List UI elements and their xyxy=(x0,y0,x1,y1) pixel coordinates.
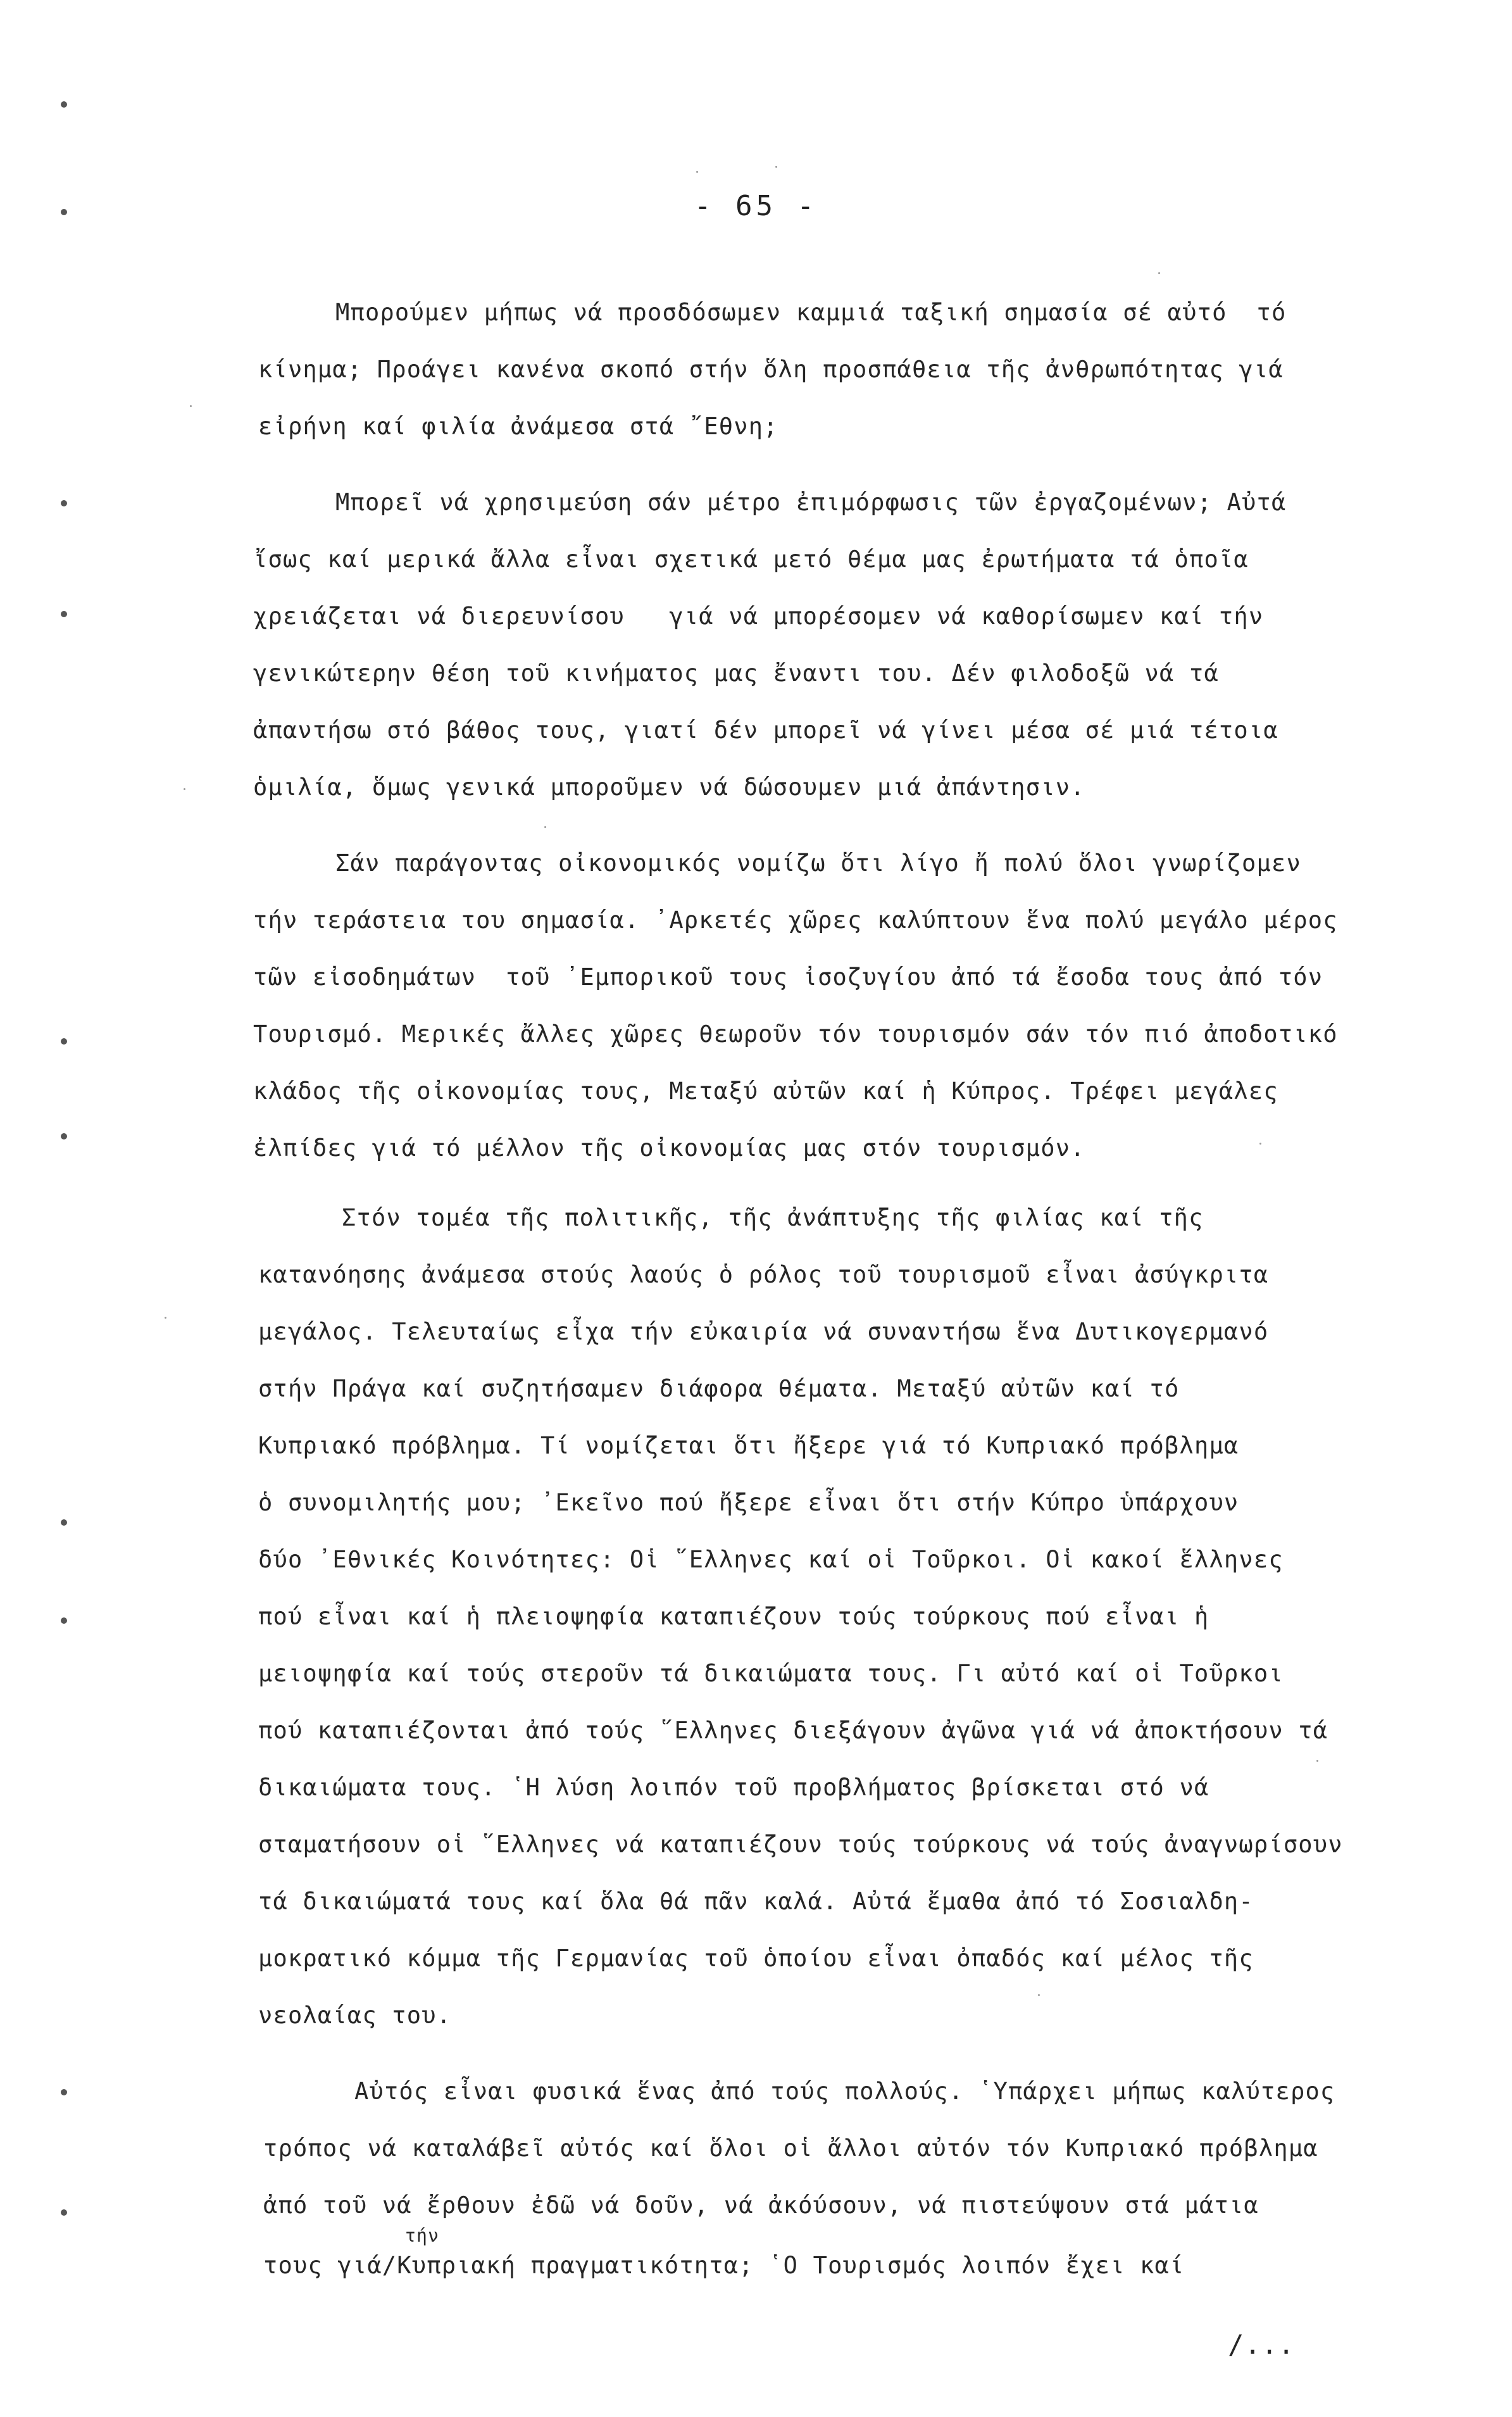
text-line: ἴσως καί μερικά ἄλλα εἶναι σχετικά μετό θέμα μας ἐρωτήματα τά ὁποῖα xyxy=(253,546,1249,573)
text-line: γενικώτερην θέση τοῦ κινήματος μας ἔναντι του. Δέν φιλοδοξῶ νά τά xyxy=(253,660,1219,687)
text-line: Μπορούμεν μήπως νά προσδόσωμεν καμμιά ταξική σημασία σέ αὐτό τό xyxy=(335,299,1287,326)
margin-dot xyxy=(61,500,67,506)
margin-dot xyxy=(61,1617,67,1624)
text-line: Αὐτός εἶναι φυσικά ἕνας ἀπό τούς πολλούς. ῾Υπάρχει μήπως καλύτερος xyxy=(354,2078,1335,2105)
scan-speck xyxy=(544,826,546,828)
scan-speck xyxy=(1259,1143,1261,1145)
text-line: κλάδος τῆς οἰκονομίας τους, Μεταξύ αὐτῶν καί ἡ Κύπρος. Τρέφει μεγάλες xyxy=(253,1077,1278,1105)
continuation-mark: /... xyxy=(1228,2329,1295,2360)
text-line: τρόπος νά καταλάβεῖ αὐτός καί ὅλοι οἱ ἄλλοι αὐτόν τόν Κυπριακό πρόβλημα xyxy=(263,2135,1318,2162)
margin-dot xyxy=(61,1519,67,1526)
text-line: Τουρισμό. Μερικές ἄλλες χῶρες θεωροῦν τόν τουρισμόν σάν τόν πιό ἀποδοτικό xyxy=(253,1020,1338,1048)
margin-dot xyxy=(61,209,67,215)
scan-speck xyxy=(1158,272,1160,274)
margin-dot xyxy=(61,611,67,617)
text-line: ἐλπίδες γιά τό μέλλον τῆς οἰκονομίας μας στόν τουρισμόν. xyxy=(253,1134,1085,1162)
text-line: ἀπό τοῦ νά ἔρθουν ἐδῶ νά δοῦν, νά ἀκόύσουν, νά πιστεύψουν στά μάτια xyxy=(263,2192,1259,2219)
text-line: τήν τεράστεια του σημασία. ᾿Αρκετές χῶρες καλύπτουν ἕνα πολύ μεγάλο μέρος xyxy=(253,907,1338,934)
text-line: Μπορεῖ νά χρησιμεύση σάν μέτρο ἐπιμόρφωσις τῶν ἐργαζομένων; Αὐτά xyxy=(335,489,1287,516)
text-line: Σάν παράγοντας οἰκονομικός νομίζω ὅτι λίγο ἤ πολύ ὅλοι γνωρίζομεν xyxy=(335,850,1301,877)
text-line: μεγάλος. Τελευταίως εἶχα τήν εὐκαιρία νά συναντήσω ἕνα Δυτικογερμανό xyxy=(258,1318,1269,1345)
margin-dot xyxy=(61,2209,67,2216)
text-line: τους γιά/Κυπριακή πραγματικότητα; ῾Ο Τουρισμός λοιπόν ἔχει καί xyxy=(263,2252,1185,2279)
text-line: δύο ᾿Εθνικές Κοινότητες: Οἱ ῞Ελληνες καί οἱ Τοῦρκοι. Οἱ κακοί ἕλληνες xyxy=(258,1546,1284,1573)
text-line: νεολαίας του. xyxy=(258,2002,452,2029)
margin-dot xyxy=(61,1038,67,1045)
text-line: Στόν τομέα τῆς πολιτικῆς, τῆς ἀνάπτυξης τῆς φιλίας καί τῆς xyxy=(342,1204,1204,1231)
text-line: πού καταπιέζονται ἀπό τούς ῞Ελληνες διεξάγουν ἀγῶνα γιά νά ἀποκτήσουν τά xyxy=(258,1717,1328,1744)
scan-speck xyxy=(165,1317,166,1319)
text-line: σταματήσουν οἱ ῞Ελληνες νά καταπιέζουν τούς τούρκους νά τούς ἀναγνωρίσουν xyxy=(258,1831,1343,1858)
text-line: κίνημα; Προάγει κανένα σκοπό στήν ὅλη προσπάθεια τῆς ἀνθρωπότητας γιά xyxy=(258,356,1284,383)
scan-speck xyxy=(190,405,192,407)
page-number: - 65 - xyxy=(694,190,818,222)
margin-dot xyxy=(61,101,67,108)
scan-speck xyxy=(775,166,777,168)
text-line: εἰρήνη καί φιλία ἀνάμεσα στά ῎Εθνη; xyxy=(258,413,778,440)
text-line: τῶν εἰσοδημάτων τοῦ ᾿Εμπορικοῦ τους ἰσοζυγίου ἀπό τά ἔσοδα τους ἀπό τόν xyxy=(253,964,1323,991)
text-line: δικαιώματα τους. ῾Η λύση λοιπόν τοῦ προβλήματος βρίσκεται στό νά xyxy=(258,1774,1209,1801)
text-line: στήν Πράγα καί συζητήσαμεν διάφορα θέματα. Μεταξύ αὐτῶν καί τό xyxy=(258,1375,1180,1402)
margin-dot xyxy=(61,1133,67,1139)
text-line: ἀπαντήσω στό βάθος τους, γιατί δέν μπορεῖ νά γίνει μέσα σέ μιά τέτοια xyxy=(253,717,1278,744)
text-line: χρειάζεται νά διερευνίσου γιά νά μπορέσομεν νά καθορίσωμεν καί τήν xyxy=(253,603,1264,630)
scan-speck xyxy=(1038,1994,1040,1996)
scan-speck xyxy=(696,171,698,173)
text-line: Κυπριακό πρόβλημα. Τί νομίζεται ὅτι ἤξερε γιά τό Κυπριακό πρόβλημα xyxy=(258,1432,1239,1459)
scan-speck xyxy=(184,788,185,790)
text-line: κατανόησης ἀνάμεσα στούς λαούς ὁ ρόλος τοῦ τουρισμοῦ εἶναι ἀσύγκριτα xyxy=(258,1261,1269,1288)
scan-speck xyxy=(1316,1760,1318,1762)
text-line: μειοψηφία καί τούς στεροῦν τά δικαιώματα τους. Γι αὐτό καί οἱ Τοῦρκοι xyxy=(258,1660,1284,1687)
text-line: πού εἶναι καί ἡ πλειοψηφία καταπιέζουν τούς τούρκους πού εἶναι ἡ xyxy=(258,1603,1209,1630)
text-line: μοκρατικό κόμμα τῆς Γερμανίας τοῦ ὁποίου εἶναι ὀπαδός καί μέλος τῆς xyxy=(258,1945,1254,1972)
margin-dot xyxy=(61,2089,67,2095)
insertion-above-text: τήν xyxy=(405,2225,440,2246)
text-line: τά δικαιώματά τους καί ὅλα θά πᾶν καλά. Αὐτά ἔμαθα ἀπό τό Σοσιαλδη- xyxy=(258,1888,1254,1915)
text-line: ὁμιλία, ὅμως γενικά μποροῦμεν νά δώσουμεν μιά ἀπάντησιν. xyxy=(253,774,1085,801)
text-line: ὁ συνομιλητής μου; ᾿Εκεῖνο πού ἤξερε εἶναι ὅτι στήν Κύπρο ὑπάρχουν xyxy=(258,1489,1239,1516)
